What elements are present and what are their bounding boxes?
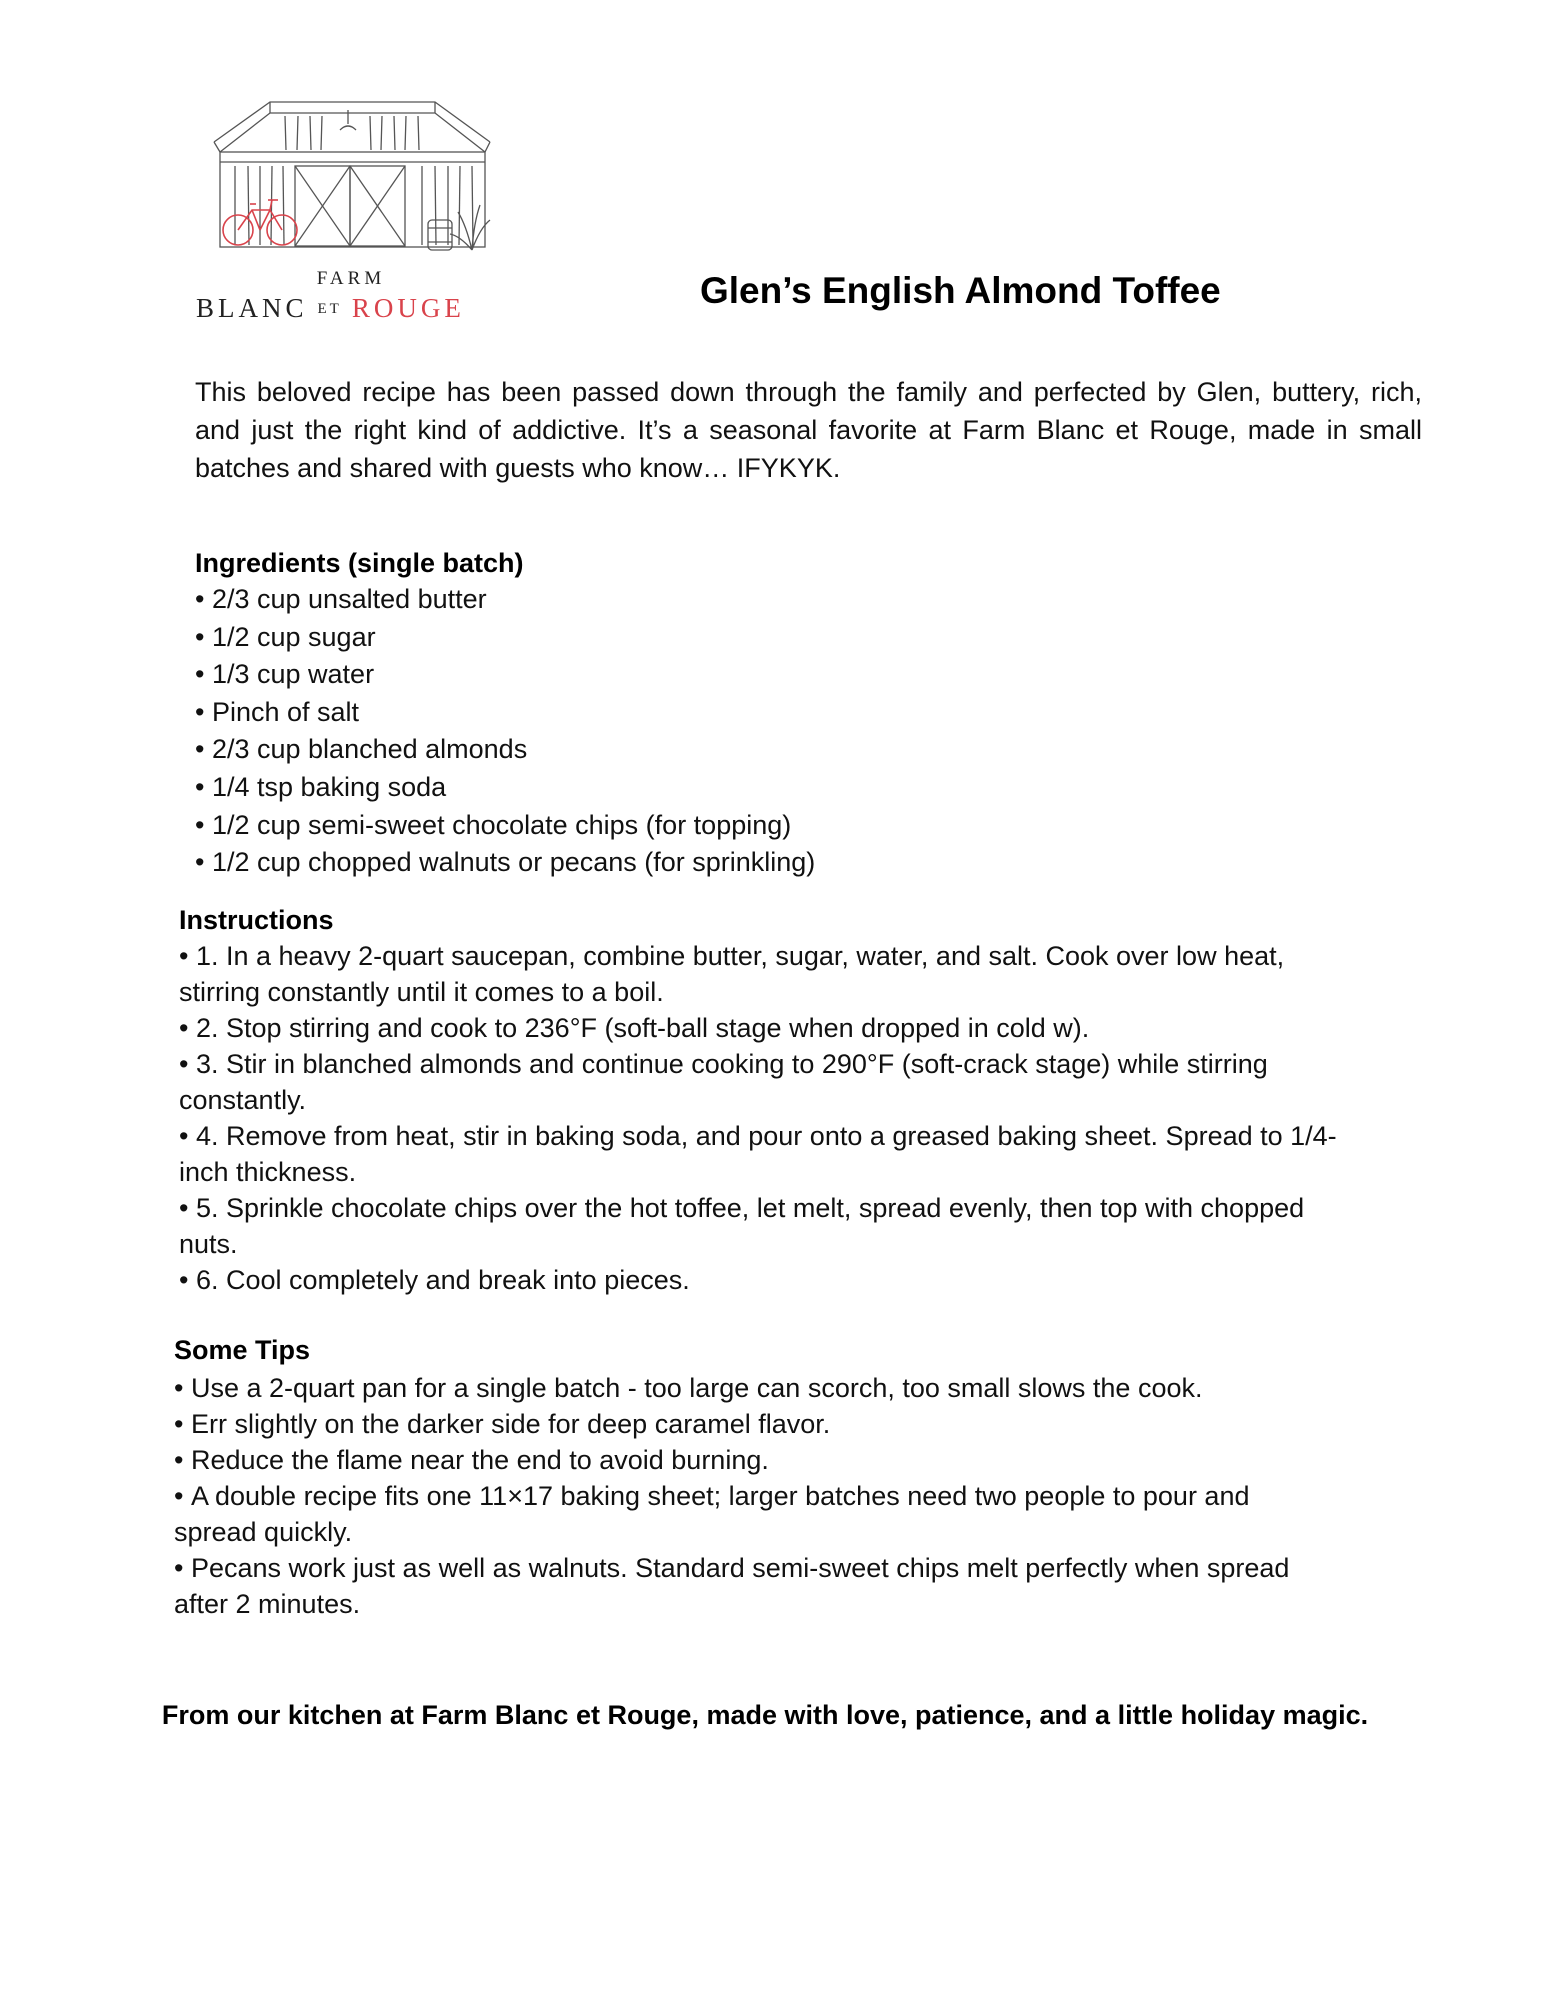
- instruction-step: • 4. Remove from heat, stir in baking soda, and pour onto a greased baking sheet. Spread to 1/4-inch thickness.: [179, 1118, 1359, 1190]
- tip-item: • Pecans work just as well as walnuts. Standard semi-sweet chips melt perfectly when spread after 2 minutes.: [174, 1550, 1324, 1622]
- tip-item: • Err slightly on the darker side for deep caramel flavor.: [174, 1406, 1324, 1442]
- ingredient-item: • 1/2 cup semi-sweet chocolate chips (for topping): [195, 807, 815, 845]
- barn-illustration: [190, 80, 510, 260]
- instruction-step: • 2. Stop stirring and cook to 236°F (soft-ball stage when dropped in cold w).: [179, 1010, 1359, 1046]
- ingredient-item: • 1/4 tsp baking soda: [195, 769, 815, 807]
- instruction-step: • 6. Cool completely and break into pieces.: [179, 1262, 1359, 1298]
- recipe-title: Glen’s English Almond Toffee: [700, 270, 1221, 311]
- logo-farm-text: FARM: [316, 268, 386, 289]
- logo-blanc: BLANC: [196, 293, 308, 323]
- instructions-heading: Instructions: [179, 905, 334, 935]
- tip-item: • A double recipe fits one 11×17 baking sheet; larger batches need two people to pour and spread quickly.: [174, 1478, 1324, 1550]
- tips-list: [174, 1370, 1324, 1622]
- instruction-step: • 5. Sprinkle chocolate chips over the hot toffee, let melt, spread evenly, then top with chopped nuts.: [179, 1190, 1359, 1262]
- ingredient-item: • 1/2 cup sugar: [195, 619, 815, 657]
- tip-item: • Use a 2-quart pan for a single batch - too large can scorch, too small slows the cook.: [174, 1370, 1324, 1406]
- ingredient-item: • 1/2 cup chopped walnuts or pecans (for sprinkling): [195, 844, 815, 882]
- ingredient-item: • 1/3 cup water: [195, 656, 815, 694]
- tips-heading: Some Tips: [174, 1335, 311, 1365]
- ingredient-item: • Pinch of salt: [195, 694, 815, 732]
- tip-item: • Reduce the flame near the end to avoid burning.: [174, 1442, 1324, 1478]
- instructions-list: [179, 938, 1359, 1298]
- intro-paragraph: This beloved recipe has been passed down through the family and perfected by Glen, buttery, rich, and just the right kind of addictive. It’s a seasonal favorite at Farm Blanc et Rouge, made in small batches and shared with guests who know… IFYKYK.: [195, 377, 1422, 483]
- logo-rouge: ROUGE: [351, 293, 465, 323]
- farm-logo: [190, 80, 530, 330]
- ingredient-item: • 2/3 cup blanched almonds: [195, 731, 815, 769]
- instruction-step: • 1. In a heavy 2-quart saucepan, combine butter, sugar, water, and salt. Cook over low heat, stirring constantly until it comes to a boil.: [179, 938, 1359, 1010]
- logo-wordmark: [196, 293, 465, 324]
- footer-note: From our kitchen at Farm Blanc et Rouge, made with love, patience, and a little holiday magic.: [161, 1700, 1369, 1730]
- ingredients-list: [195, 581, 815, 882]
- ingredient-item: • 2/3 cup unsalted butter: [195, 581, 815, 619]
- instruction-step: • 3. Stir in blanched almonds and continue cooking to 290°F (soft-crack stage) while stirring constantly.: [179, 1046, 1359, 1118]
- logo-et: ET: [317, 301, 342, 317]
- ingredients-heading: Ingredients (single batch): [195, 548, 524, 578]
